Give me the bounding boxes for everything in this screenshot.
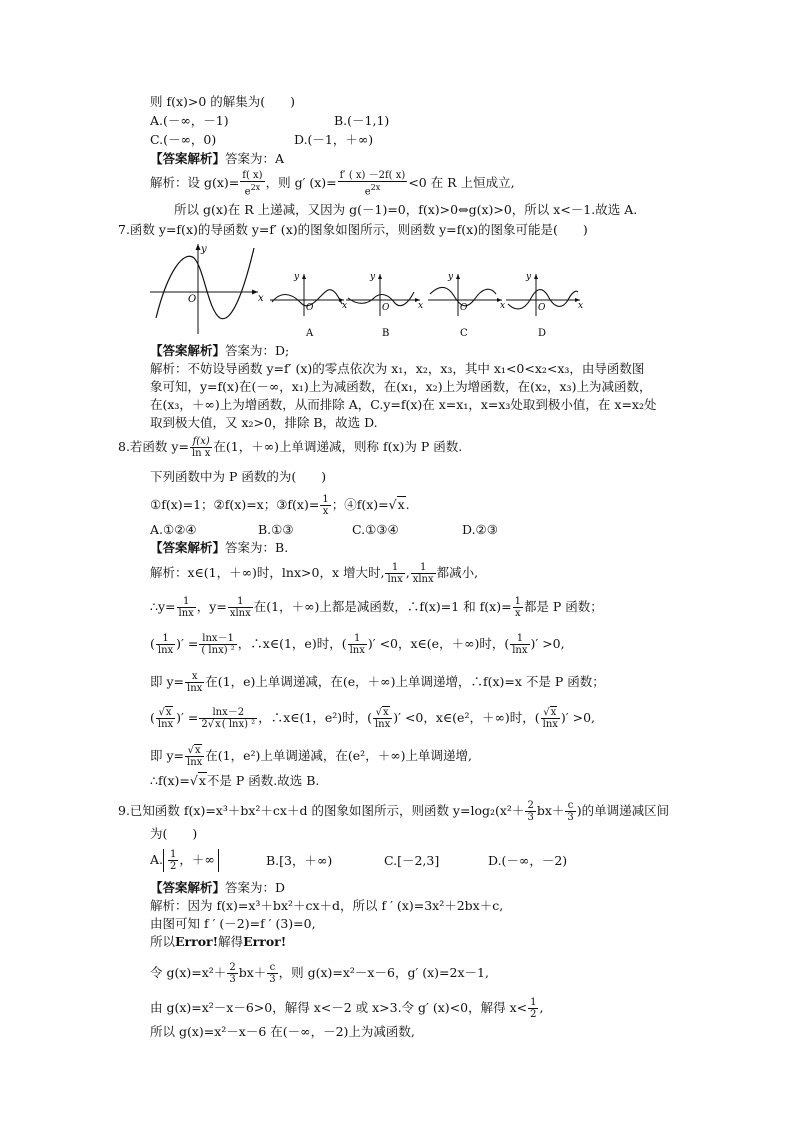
coef: 2 [201,719,208,730]
denominator: lnx [512,645,528,656]
text: 即 y= [150,748,185,763]
denominator: lnx [157,645,174,656]
text: )′ >0, [560,710,596,725]
numerator: 1 [322,494,329,505]
label-c: C [460,328,468,339]
fraction [267,962,277,985]
error-text: Error! [175,934,219,949]
numerator: lnx－1 [199,633,236,645]
origin-label: O [306,303,314,313]
denominator: lnx [187,683,203,694]
option-a-graph [270,272,347,339]
numerator: 1 [385,562,404,574]
text: 不是 P 函数.故选 B. [206,773,320,788]
q7-solution-line-3: 在(x₃，＋∞)上为增函数，从而排除 A，C.y=f(x)在 x=x₁，x=x₃处取到极小值，在 x=x₂处 [150,397,657,412]
numerator: f′ ( x) －2f( x) [339,170,406,181]
q8-solution-line-6 [150,745,472,768]
q7-solution-line-1: 解析：不妨设导函数 y=f′ (x)的零点依次为 x₁，x₂，x₃，其中 x₁<0<x₂<x₃，由导函数图 [150,361,645,376]
text: )′ = [176,710,199,725]
origin-label: O [188,294,197,305]
q8-answer-line [150,540,288,556]
denominator: lnx [157,719,174,730]
denominator: 2 [170,861,177,872]
text: 都是 P 函数； [523,599,603,614]
y-label: y [201,244,207,255]
denominator: lnx [187,757,203,768]
fraction [565,800,575,823]
answer-text: 答案为：A [225,151,285,166]
q9-option-d: D.(－∞，－2) [488,853,568,868]
denominator: lnx [387,574,403,585]
text: )′ = [176,636,199,651]
numerator: 2 [229,962,236,973]
text: 解得 [218,934,244,949]
text: A. [150,852,164,867]
derivative-graph [150,244,264,334]
numerator: 1 [170,849,177,860]
text: ，y= [196,599,227,614]
option-b-graph [346,272,423,339]
fraction [199,633,236,656]
q9-option-a [150,849,219,872]
fraction [240,170,264,197]
numerator: √x [373,707,392,719]
label-b: B [382,328,390,339]
q8-prompt: 下列函数中为 P 函数的为( ) [150,469,327,484]
radicand: x [165,707,172,718]
x-label: x [342,301,348,311]
x-label: x [500,301,506,311]
text: 由 g(x)=x²－x－6>0，解得 x<－2 或 x>3.令 g′ (x)<0，解得 x< [150,1000,528,1015]
denominator: 3 [527,812,534,823]
fraction [156,633,175,656]
q9-solution-line-2: 由图可知 f ′ (－2)=f ′ (3)=0, [150,916,316,931]
numerator: 1 [177,596,196,608]
text: , [405,565,410,580]
y-arrow [196,244,201,250]
origin-label: O [538,303,546,313]
label-a: A [306,328,314,339]
numerator: 1 [411,562,436,574]
fraction [199,707,257,730]
text: ；④f(x)= [331,497,389,512]
fraction [185,745,204,768]
numerator: x [185,671,204,683]
numerator: 1 [510,633,529,645]
denominator: ( lnx) ² [201,645,235,656]
denominator: lnx [374,719,391,730]
fraction [510,633,529,656]
fraction [525,800,535,823]
fraction [168,849,178,872]
y-label: y [526,272,532,282]
text: ，∴x∈(1，e²)时，( [258,710,372,725]
denominator [338,182,408,197]
x-label: x [418,301,424,311]
q7-solution-line-2: 象可知，y=f(x)在(－∞，x₁)上为减函数，在(x₁，x₂)上为增函数，在(x₂，x₃)上为减函数， [150,379,652,394]
q6-answer-line [150,151,284,167]
text: 所以 [150,934,176,949]
origin-label: O [460,303,468,313]
answer-text: 答案为：D [225,880,286,895]
rest: ( lnx) ² [221,719,256,730]
fraction [541,707,560,730]
option-d-graph [506,272,583,339]
q8-option-b: B.①③ [258,522,294,537]
q9-solution-line-3 [150,934,286,950]
y-label: y [370,272,376,282]
answer-tag: 【答案解析】 [150,540,226,555]
text: ，＋∞ [179,852,215,867]
text: ∴f(x)= [150,773,190,788]
fraction [190,436,212,459]
text: 解析：x∈(1，＋∞)时，lnx>0，x 增大时, [150,565,385,580]
q9-stem [118,800,669,823]
text: . [405,497,410,512]
text: <0 在 R 上恒成立, [408,175,515,191]
denominator: x [514,608,521,619]
base: e [244,186,251,198]
denominator: 3 [229,974,236,985]
origin-label: O [382,303,390,313]
denominator: 3 [567,812,574,823]
numerator: 1 [514,596,521,607]
exponent: 2x [370,183,381,192]
denominator: lnx [349,645,365,656]
denominator: x [322,506,329,517]
fraction [177,596,196,619]
fraction [411,562,436,585]
q7-answer-line [150,343,289,359]
base: e [364,186,371,198]
q9-solution-line-5 [150,997,543,1020]
answer-tag: 【答案解析】 [150,151,226,166]
radicand: x [195,745,201,756]
q9-solution-line-6: 所以 g(x)=x²－x－6 在(－∞，－2)上为减函数, [150,1024,415,1039]
fraction [227,962,237,985]
curve [156,248,254,319]
q9-stem-cont: 为( ) [150,826,198,841]
text: , [539,1000,544,1015]
denominator: lnx [178,608,194,619]
q8-option-d: D.②③ [462,522,498,537]
text: 即 y= [150,674,185,689]
q9-option-b: B.[3，＋∞) [266,853,333,868]
text: 都减小, [436,565,479,580]
text: ∴y= [150,599,176,614]
numerator: √x [185,745,204,757]
y-label: y [448,272,454,282]
x-label: x [578,301,584,311]
text: bx＋ [238,965,267,980]
fraction [185,671,204,694]
q8-solution-line-2 [150,596,603,619]
text: ①f(x)=1；②f(x)=x；③f(x)= [150,497,320,512]
fraction [385,562,404,585]
exponent: 2x [250,183,261,192]
fraction [228,596,253,619]
radicand: x [382,707,389,718]
q8-option-a: A.①②④ [150,522,197,537]
q8-option-c: C.①③④ [352,522,399,537]
denominator: 2√x( lnx) ² [201,719,256,730]
text: 在(1，＋∞)上单调递减，则称 f(x)为 P 函数. [213,439,463,454]
text: 解析：设 g(x)= [150,175,240,191]
answer-text: 答案为：B. [225,540,289,555]
q9-solution-line-1: 解析：因为 f(x)=x³＋bx²＋cx＋d，所以 f ′ (x)=3x²＋2bx＋c, [150,898,504,913]
q6-option-c: C.(－∞，0) [150,132,217,147]
answer-text: 答案为：D; [225,343,290,358]
y-arrow [534,274,538,279]
text: 在(1，＋∞)上都是减函数，∴f(x)=1 和 f(x)= [253,599,512,614]
q6-option-d: D.(－1，＋∞) [294,132,374,147]
y-arrow [456,274,460,279]
answer-tag: 【答案解析】 [150,343,226,358]
fraction [373,707,392,730]
text: )′ <0，x∈(e，＋∞)时，( [367,636,510,651]
q7-figure [146,240,586,340]
fraction [320,494,330,517]
text: 在(1，e)上单调递减，在(e，＋∞)上单调递增，∴f(x)=x 不是 P 函数； [205,674,605,689]
numerator: √x [541,707,560,719]
fraction [156,707,175,730]
error-text: Error! [243,934,287,949]
y-label: y [294,272,300,282]
q9-solution-line-4 [150,962,489,985]
label-d: D [538,328,547,339]
text: 在(1，e²)上单调递减，在(e²，＋∞)上单调递增, [205,748,472,763]
q9-option-c: C.[－2,3] [384,853,440,868]
radicand: x [215,719,221,730]
q6-option-b: B.(－1,1) [334,113,390,128]
radicand: x [550,707,557,718]
text: )′ <0，x∈(e²，＋∞)时，( [393,710,540,725]
numerator: f(x) [190,436,212,448]
y-arrow [302,274,306,279]
fraction [513,596,523,619]
q8-solution-line-5 [150,707,595,730]
text: ( [150,636,155,651]
option-c-graph [428,272,505,339]
q6-option-a: A.(－∞，－1) [150,113,229,128]
q8-solution-line-4 [150,671,605,694]
numerator: lnx－2 [199,707,257,719]
text: bx＋ [536,803,565,818]
q8-solution-line-3 [150,633,565,656]
radicand: x [198,773,206,788]
text: )的单调递减区间 [576,803,670,818]
numerator: f( x) [242,170,263,181]
text: 8.若函数 y= [118,439,189,454]
x-label: x [258,293,264,304]
denominator: ln x [191,448,211,459]
numerator: 1 [348,633,367,645]
y-arrow [378,274,382,279]
denominator: 2 [530,1009,537,1020]
numerator: 1 [156,633,175,645]
q6-solution-line-2: 所以 g(x)在 R 上递减，又因为 g(－1)=0，f(x)>0⇔g(x)>0，所以 x<－1.故选 A. [174,202,638,217]
numerator: 2 [527,800,534,811]
denominator: 3 [269,974,276,985]
text: )′ >0, [530,636,565,651]
q6-solution-line [150,170,515,197]
text: ，则 g(x)=x²－x－6，g′ (x)=2x－1, [278,965,489,980]
denominator [240,182,264,197]
text: 令 g(x)=x²＋ [150,965,227,980]
answer-tag: 【答案解析】 [150,880,226,895]
fraction [528,997,538,1020]
numerator: c [565,800,575,812]
q9-answer-line [150,880,285,896]
numerator: 1 [228,596,253,608]
radicand: x [397,497,405,512]
numerator: c [267,962,277,974]
denominator: xlnx [412,574,434,585]
q8-solution-line-7: ∴f(x)=√x不是 P 函数.故选 B. [150,773,320,788]
numerator: 1 [530,997,537,1008]
text: ，∴x∈(1，e)时，( [237,636,347,651]
q7-stem: 7.函数 y=f(x)的导函数 y=f′ (x)的图象如图所示，则函数 y=f(x)的图象可能是( ) [118,222,588,237]
fraction [348,633,367,656]
denominator: lnx [542,719,558,730]
q7-solution-line-4: 取到极大值，又 x₂>0，排除 B，故选 D. [150,415,378,430]
q8-solution-line-1 [150,562,478,585]
interval-bracket [163,849,219,872]
text: 9.已知函数 f(x)=x³＋bx²＋cx＋d 的图象如图所示，则函数 y=log₂(x²＋ [118,803,525,818]
denominator: xlnx [229,608,251,619]
text: ( [150,710,155,725]
numerator: √x [156,707,175,719]
text: ，则 g′ (x)= [265,175,337,191]
q6-question-line: 则 f(x)>0 的解集为( ) [150,94,296,109]
curve [348,292,414,306]
q8-items: ①f(x)=1；②f(x)=x；③f(x)= $\frac{1}{x}$ ；④f(x)=√x. [150,494,410,517]
q8-stem [118,436,462,459]
fraction [338,170,408,197]
